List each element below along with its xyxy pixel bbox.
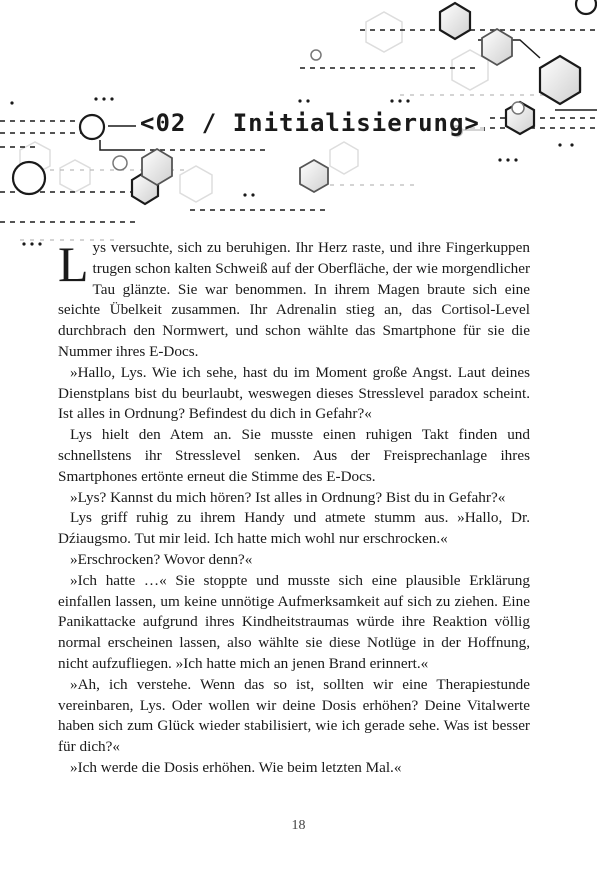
paragraph-text: ys versuchte, sich zu beruhigen. Ihr Herz raste, und ihre Fingerkuppen trugen schon kalten Schweiß auf der Oberfläche, der wie morgendlicher Tau glänzte. Sie war benommen. In ihrem Magen braute sich eine seichte Übelkeit zusammen. Ihr Adrenalin stieg an, das Cortisol-Level durchbrach den Normwert, und schon wählte das Smartphone für sie die Nummer ihres E-Docs. bbox=[58, 239, 531, 360]
paragraph: Lys griff ruhig zu ihrem Handy und atmete stumm aus. »Hallo, Dr. Dźiaugsmo. Tut mir leid. Ich hatte mich wohl nur erschrocken.« bbox=[58, 509, 530, 548]
chapter-body-text bbox=[58, 238, 530, 779]
paragraph: »Erschrocken? Wovor denn?« bbox=[70, 550, 253, 568]
drop-cap: L bbox=[58, 236, 89, 292]
paragraph: »Lys? Kannst du mich hören? Ist alles in Ordnung? Bist du in Gefahr?« bbox=[70, 488, 506, 506]
chapter-title: <02 / Initialisierung> bbox=[136, 109, 484, 137]
paragraph: »Ich werde die Dosis erhöhen. Wie beim letzten Mal.« bbox=[70, 758, 402, 776]
paragraph bbox=[58, 238, 530, 363]
page-number: 18 bbox=[291, 818, 306, 833]
paragraph: »Ah, ich verstehe. Wenn das so ist, sollten wir eine Therapiestunde vereinbaren, Lys. Oder wollen wir deine Dosis erhöhen? Deine Vitalwerte haben sich zum Glück wieder stabilisiert, wie ich gerade sehe. Was ist besser für dich?« bbox=[58, 675, 530, 756]
paragraph: »Hallo, Lys. Wie ich sehe, hast du im Moment große Angst. Laut deines Dienstplans bist du beurlaubt, weswegen dieses Stresslevel paradox scheint. Ist alles in Ordnung? Befindest du dich in Gefahr?« bbox=[58, 363, 530, 423]
paragraph: »Ich hatte …« Sie stoppte und musste sich eine plausible Erklärung einfallen lassen, um keine unnötige Aufmerksamkeit auf sich zu ziehen. Eine Panikattacke aufgrund ihres Kindheitstraumas würde ihre Reaktion völlig normal erscheinen lassen, also wählte sie diese Notlüge in der Hoffnung, nicht aufzufliegen. »Ich hatte mich an jenen Brand erinnert.« bbox=[58, 571, 530, 672]
paragraph: Lys hielt den Atem an. Sie musste einen ruhigen Takt finden und schnellstens ihr Stresslevel senken. Aus der Freisprechanlage ihres Smartphones ertönte erneut die Stimme des E-Docs. bbox=[58, 426, 530, 485]
